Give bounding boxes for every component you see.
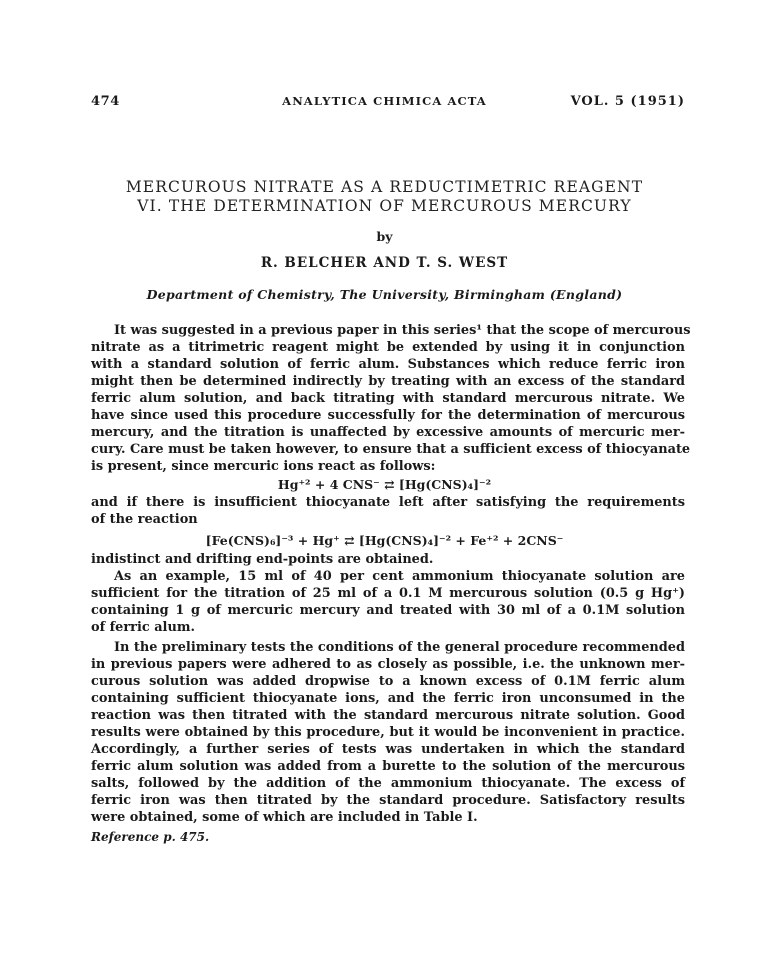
equation-1: Hg⁺² + 4 CNS⁻ ⇄ [Hg(CNS)₄]⁻² [277, 477, 492, 492]
body-line: results were obtained by this procedure, but it would be inconvenient in practice. [91, 725, 685, 740]
authors: R. BELCHER AND T. S. WEST [260, 255, 509, 271]
body-line: indistinct and drifting end-points are obtained. [91, 552, 434, 567]
page-number: 474 [91, 94, 120, 109]
body-line: nitrate as a titrimetric reagent might be extended by using it in conjunction [91, 340, 685, 355]
body-line: in previous papers were adhered to as closely as possible, i.e. the unknown mer- [91, 657, 685, 672]
journal-name: ANALYTICA CHIMICA ACTA [282, 94, 487, 108]
body-line: containing sufficient thiocyanate ions, and the ferric iron unconsumed in the [91, 691, 685, 706]
body-line: As an example, 15 ml of 40 per cent ammonium thiocyanate solution are [114, 569, 685, 584]
body-line: sufficient for the titration of 25 ml of a 0.1 M mercurous solution (0.5 g Hg⁺) [91, 586, 685, 601]
body-line: ferric iron was then titrated by the standard procedure. Satisfactory results [91, 793, 685, 808]
title-line-1: MERCUROUS NITRATE AS A REDUCTIMETRIC REAGENT [125, 178, 644, 196]
equation-2: [Fe(CNS)₆]⁻³ + Hg⁺ ⇄ [Hg(CNS)₄]⁻² + Fe⁺² + 2CNS⁻ [205, 533, 564, 548]
title-line-2: VI. THE DETERMINATION OF MERCUROUS MERCURY [137, 197, 632, 215]
body-line: is present, since mercuric ions react as follows: [91, 459, 436, 474]
affiliation: Department of Chemistry, The University, Birmingham (England) [146, 287, 623, 302]
body-line: salts, followed by the addition of the ammonium thiocyanate. The excess of [91, 776, 685, 791]
body-line: In the preliminary tests the conditions of the general procedure recommended [114, 640, 685, 655]
body-line: of the reaction [91, 512, 198, 527]
body-line: were obtained, some of which are included in Table I. [91, 810, 478, 825]
body-line: and if there is insufficient thiocyanate left after satisfying the requirements [91, 495, 685, 510]
volume-info: VOL. 5 (1951) [570, 94, 685, 109]
body-line: ferric alum solution was added from a burette to the solution of the mercurous [91, 759, 685, 774]
body-line: reaction was then titrated with the standard mercurous nitrate solution. Good [91, 708, 685, 723]
byline: by [376, 229, 393, 244]
body-line: cury. Care must be taken however, to ensure that a sufficient excess of thiocyanate [91, 442, 691, 457]
reference-note: Reference p. 475. [91, 830, 210, 844]
body-line: curous solution was added dropwise to a known excess of 0.1M ferric alum [91, 674, 685, 689]
body-line: ferric alum solution, and back titrating with standard mercurous nitrate. We [91, 391, 685, 406]
body-line: mercury, and the titration is unaffected by excessive amounts of mercuric mer- [91, 425, 685, 440]
body-line: of ferric alum. [91, 620, 195, 635]
body-line: It was suggested in a previous paper in this series¹ that the scope of mercurous [114, 323, 691, 338]
body-line: containing 1 g of mercuric mercury and treated with 30 ml of a 0.1M solution [91, 603, 685, 618]
body-line: with a standard solution of ferric alum. Substances which reduce ferric iron [91, 357, 685, 372]
body-line: have since used this procedure successfully for the determination of mercurous [91, 408, 685, 423]
body-line: might then be determined indirectly by treating with an excess of the standard [91, 374, 685, 389]
body-line: Accordingly, a further series of tests was undertaken in which the standard [91, 742, 685, 757]
